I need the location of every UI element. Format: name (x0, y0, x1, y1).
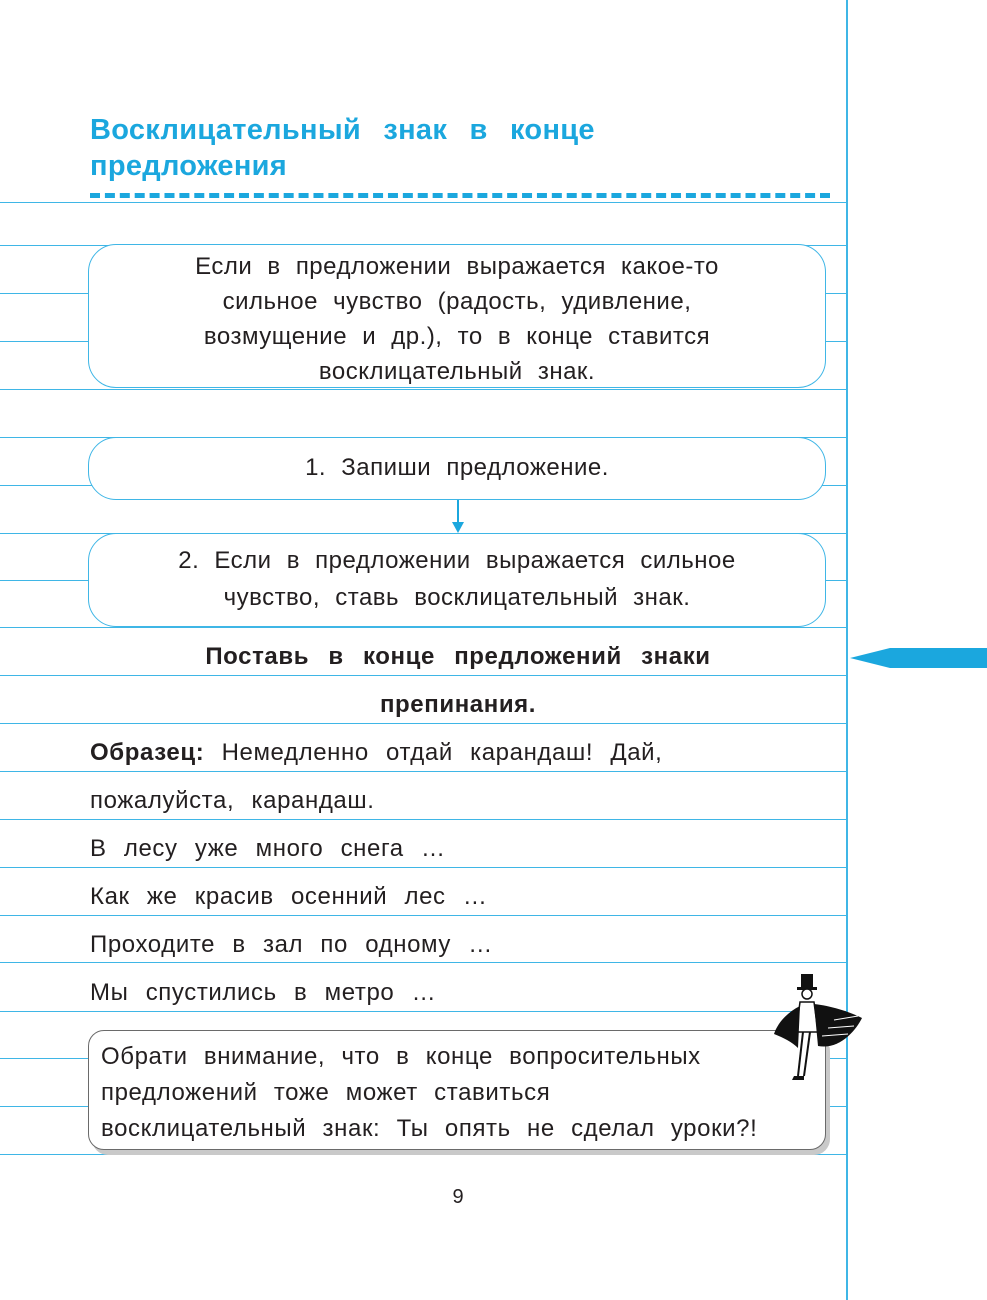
notebook-rule (0, 771, 846, 772)
exercise-sentence: Как же красив осенний лес … (90, 883, 488, 910)
note-line: восклицательный знак: Ты опять не сделал уроки?! (101, 1115, 758, 1142)
conductor-figure-icon (770, 972, 866, 1090)
note-line: Обрати внимание, что в конце вопросительных (101, 1043, 701, 1070)
notebook-rule (0, 1154, 846, 1155)
step-line: чувство, ставь восклицательный знак. (223, 584, 691, 611)
notebook-rule (0, 819, 846, 820)
sample-line: пожалуйста, карандаш. (90, 787, 375, 814)
step-line: 2. Если в предложении выражается сильное (178, 547, 736, 574)
task-heading-line: Поставь в конце предложений знаки (205, 643, 711, 670)
note-box (88, 1030, 826, 1150)
exercise-sentence: Проходите в зал по одному … (90, 931, 493, 958)
rule-line: восклицательный знак. (318, 358, 596, 385)
notebook-rule (0, 627, 846, 628)
page-title: Восклицательный знак в конце предложения (90, 114, 595, 182)
notebook-rule (0, 1011, 846, 1012)
rule-line: Если в предложении выражается какое-то (195, 253, 719, 280)
exercise-sentence: Мы спустились в метро … (90, 979, 437, 1006)
rule-line: сильное чувство (радость, удивление, (222, 288, 692, 315)
notebook-rule (0, 723, 846, 724)
step-box-1 (88, 437, 826, 500)
exercise-sentence: В лесу уже много снега … (90, 835, 446, 862)
arrow-down-icon (448, 500, 468, 534)
sample-text: Немедленно отдай карандаш! Дай, (204, 739, 663, 766)
step-line: 1. Запиши предложение. (305, 454, 609, 481)
notebook-rule (0, 867, 846, 868)
bookmark-tab-icon (850, 648, 987, 668)
sample-label: Образец: (90, 739, 205, 766)
notebook-rule (0, 962, 846, 963)
page-number: 9 (452, 1186, 464, 1208)
rule-box (88, 244, 826, 388)
step-box-2 (88, 533, 826, 627)
notebook-rule (0, 675, 846, 676)
margin-line (846, 0, 848, 1300)
title-dashed-underline (90, 193, 830, 198)
notebook-rule (0, 389, 846, 390)
rule-line: возмущение и др.), то в конце ставится (203, 323, 711, 350)
notebook-rule (0, 202, 846, 203)
note-line: предложений тоже может ставиться (101, 1079, 551, 1106)
notebook-rule (0, 915, 846, 916)
task-heading-line: препинания. (379, 691, 537, 718)
sample-line (90, 739, 662, 767)
